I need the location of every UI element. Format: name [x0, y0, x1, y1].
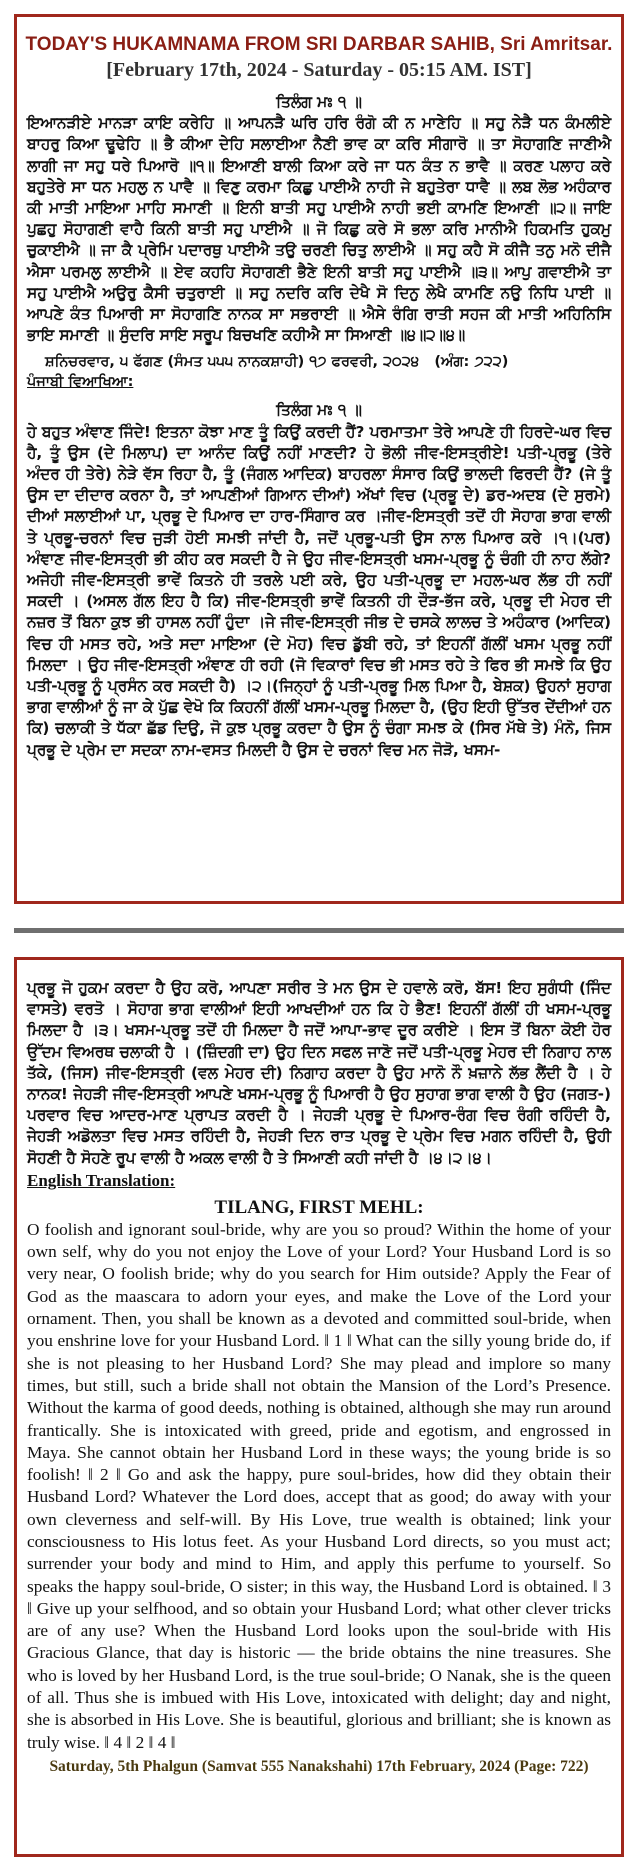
vyakhya-text-part1: ਹੇ ਬਹੁਤ ਅੰਞਾਣ ਜਿੰਦੇ! ਇਤਨਾ ਕੋਝਾ ਮਾਣ ਤੂੰ ਕਿਉਂ ਕਰਦੀ ਹੈਂ? ਪਰਮਾਤਮਾ ਤੇਰੇ ਆਪਣੇ ਹੀ ਹਿਰਦੇ-ਘਰ ਵਿਚ ਹੈ, ਤੂੰ ਉਸ (ਦੇ ਮਿਲਾਪ) ਦਾ ਆਨੰਦ ਕਿਉਂ ਨਹੀਂ ਮਾਣਦੀ? ਹੇ ਭੋਲੀ ਜੀਵ-ਇਸਤ੍ਰੀਏ! ਪਤੀ-ਪ੍ਰਭੂ (ਤੇਰੇ ਅੰਦਰ ਹੀ ਤੇਰੇ) ਨੇੜੇ ਵੱਸ ਰਿਹਾ ਹੈ, ਤੂੰ (ਜੰਗਲ ਆਦਿਕ) ਬਾਹਰਲਾ ਸੰਸਾਰ ਕਿਉਂ ਭਾਲਦੀ ਫਿਰਦੀ ਹੈਂ? (ਜੇ ਤੂੰ ਉਸ ਦਾ ਦੀਦਾਰ ਕਰਨਾ ਹੈ, ਤਾਂ ਆਪਣੀਆਂ ਗਿਆਨ ਦੀਆਂ) ਅੱਖਾਂ ਵਿਚ (ਪ੍ਰਭੂ ਦੇ) ਡਰ-ਅਦਬ (ਦੇ ਸੁਰਮੇ) ਦੀਆਂ ਸਲਾਈਆਂ ਪਾ, ਪ੍ਰਭੂ ਦੇ ਪਿਆਰ ਦਾ ਹਾਰ-ਸਿੰਗਾਰ ਕਰ ।ਜੀਵ-ਇਸਤ੍ਰੀ ਤਦੋਂ ਹੀ ਸੋਹਾਗ ਭਾਗ ਵਾਲੀ ਤੇ ਪ੍ਰਭੂ-ਚਰਨਾਂ ਵਿਚ ਜੁੜੀ ਹੋਈ ਸਮਝੀ ਜਾਂਦੀ ਹੈ, ਜਦੋਂ ਪ੍ਰਭੂ-ਪਤੀ ਉਸ ਨਾਲ ਪਿਆਰ ਕਰੇ ।੧।(ਪਰ) ਅੰਞਾਣ ਜੀਵ-ਇਸਤ੍ਰੀ ਭੀ ਕੀਹ ਕਰ ਸਕਦੀ ਹੈ ਜੇ ਉਹ ਜੀਵ-ਇਸਤ੍ਰੀ ਖਸਮ-ਪ੍ਰਭੂ ਨੂੰ ਚੰਗੀ ਹੀ ਨਾਹ ਲੱਗੇ? ਅਜੇਹੀ ਜੀਵ-ਇਸਤ੍ਰੀ ਭਾਵੇਂ ਕਿਤਨੇ ਹੀ ਤਰਲੇ ਪਈ ਕਰੇ, ਉਹ ਪਤੀ-ਪ੍ਰਭੂ ਦਾ ਮਹਲ-ਘਰ ਲੱਭ ਹੀ ਨਹੀਂ ਸਕਦੀ । (ਅਸਲ ਗੱਲ ਇਹ ਹੈ ਕਿ) ਜੀਵ-ਇਸਤ੍ਰੀ ਭਾਵੇਂ ਕਿਤਨੀ ਹੀ ਦੌੜ-ਭੱਜ ਕਰੇ, ਪ੍ਰਭੂ ਦੀ ਮੇਹਰ ਦੀ ਨਜ਼ਰ ਤੋਂ ਬਿਨਾ ਕੁਝ ਭੀ ਹਾਸਲ ਨਹੀਂ ਹੁੰਦਾ ।ਜੇ ਜੀਵ-ਇਸਤ੍ਰੀ ਜੀਭ ਦੇ ਚਸਕੇ ਲਾਲਚ ਤੇ ਅਹੰਕਾਰ (ਆਦਿਕ) ਵਿਚ ਹੀ ਮਸਤ ਰਹੇ, ਅਤੇ ਸਦਾ ਮਾਇਆ (ਦੇ ਮੋਹ) ਵਿਚ ਡੁੱਬੀ ਰਹੇ, ਤਾਂ ਇਹਨੀਂ ਗੱਲੀਂ ਖਸਮ ਪ੍ਰਭੂ ਨਹੀਂ ਮਿਲਦਾ । ਉਹ ਜੀਵ-ਇਸਤ੍ਰੀ ਅੰਞਾਣ ਹੀ ਰਹੀ (ਜੋ ਵਿਕਾਰਾਂ ਵਿਚ ਭੀ ਮਸਤ ਰਹੇ ਤੇ ਫਿਰ ਭੀ ਸਮਝੇ ਕਿ ਉਹ ਪਤੀ-ਪ੍ਰਭੂ ਨੂੰ ਪ੍ਰਸੰਨ ਕਰ ਸਕਦੀ ਹੈ) ।੨।(ਜਿਨ੍ਹਾਂ ਨੂੰ ਪਤੀ-ਪ੍ਰਭੂ ਮਿਲ ਪਿਆ ਹੈ, ਬੇਸ਼ਕ) ਉਹਨਾਂ ਸੁਹਾਗ ਭਾਗ ਵਾਲੀਆਂ ਨੂੰ ਜਾ ਕੇ ਪੁੱਛ ਵੇਖੋ ਕਿ ਕਿਹਨੀਂ ਗੱਲੀਂ ਖਸਮ-ਪ੍ਰਭੂ ਮਿਲਦਾ ਹੈ, (ਉਹ ਇਹੀ ਉੱਤਰ ਦੇਂਦੀਆਂ ਹਨ ਕਿ) ਚਲਾਕੀ ਤੇ ਧੱਕਾ ਛੱਡ ਦਿਉ, ਜੋ ਕੁਝ ਪ੍ਰਭੂ ਕਰਦਾ ਹੈ ਉਸ ਨੂੰ ਚੰਗਾ ਸਮਝ ਕੇ (ਸਿਰ ਮੱਥੇ ਤੇ) ਮੰਨੋ, ਜਿਸ ਪ੍ਰਭੂ ਦੇ ਪ੍ਰੇਮ ਦਾ ਸਦਕਾ ਨਾਮ-ਵਸਤ ਮਿਲਦੀ ਹੈ ਉਸ ਦੇ ਚਰਨਾਂ ਵਿਚ ਮਨ ਜੋੜੋ, ਖਸਮ- [27, 422, 611, 759]
section-divider [14, 928, 624, 933]
hukamnama-panel-bottom [14, 957, 624, 1857]
date-line: [February 17th, 2024 - Saturday - 05:15 AM. IST] [106, 59, 532, 81]
hukamnama-panel-top [14, 14, 624, 904]
gurbani-text: ਇਆਨੜੀਏ ਮਾਨੜਾ ਕਾਇ ਕਰੇਹਿ ॥ ਆਪਨੜੈ ਘਰਿ ਹਰਿ ਰੰਗੋ ਕੀ ਨ ਮਾਣੇਹਿ ॥ ਸਹੁ ਨੇੜੈ ਧਨ ਕੰਮਲੀਏ ਬਾਹਰੁ ਕਿਆ ਢੂਢੇਹਿ ॥ ਭੈ ਕੀਆ ਦੇਹਿ ਸਲਾਈਆ ਨੈਣੀ ਭਾਵ ਕਾ ਕਰਿ ਸੀਗਾਰੋ ॥ ਤਾ ਸੋਹਾਗਣਿ ਜਾਣੀਐ ਲਾਗੀ ਜਾ ਸਹੁ ਧਰੇ ਪਿਆਰੋ ॥੧॥ ਇਆਣੀ ਬਾਲੀ ਕਿਆ ਕਰੇ ਜਾ ਧਨ ਕੰਤ ਨ ਭਾਵੈ ॥ ਕਰਣ ਪਲਾਹ ਕਰੇ ਬਹੁਤੇਰੇ ਸਾ ਧਨ ਮਹਲੁ ਨ ਪਾਵੈ ॥ ਵਿਣੁ ਕਰਮਾ ਕਿਛੁ ਪਾਈਐ ਨਾਹੀ ਜੇ ਬਹੁਤੇਰਾ ਧਾਵੈ ॥ ਲਬ ਲੋਭ ਅਹੰਕਾਰ ਕੀ ਮਾਤੀ ਮਾਇਆ ਮਾਹਿ ਸਮਾਣੀ ॥ ਇਨੀ ਬਾਤੀ ਸਹੁ ਪਾਈਐ ਨਾਹੀ ਭਈ ਕਾਮਣਿ ਇਆਣੀ ॥੨॥ ਜਾਇ ਪੁਛਹੁ ਸੋਹਾਗਣੀ ਵਾਹੈ ਕਿਨੀ ਬਾਤੀ ਸਹੁ ਪਾਈਐ ॥ ਜੋ ਕਿਛੁ ਕਰੇ ਸੋ ਭਲਾ ਕਰਿ ਮਾਨੀਐ ਹਿਕਮਤਿ ਹੁਕਮੁ ਚੁਕਾਈਐ ॥ ਜਾ ਕੈ ਪ੍ਰੇਮਿ ਪਦਾਰਥੁ ਪਾਈਐ ਤਉ ਚਰਣੀ ਚਿਤੁ ਲਾਈਐ ॥ ਸਹੁ ਕਹੈ ਸੋ ਕੀਜੈ ਤਨੁ ਮਨੋ ਦੀਜੈ ਐਸਾ ਪਰਮਲੁ ਲਾਈਐ ॥ ਏਵ ਕਹਹਿ ਸੋਹਾਗਣੀ ਭੈਣੇ ਇਨੀ ਬਾਤੀ ਸਹੁ ਪਾਈਐ ॥੩॥ ਆਪੁ ਗਵਾਈਐ ਤਾ ਸਹੁ ਪਾਈਐ ਅਉਰੁ ਕੈਸੀ ਚਤੁਰਾਈ ॥ ਸਹੁ ਨਦਰਿ ਕਰਿ ਦੇਖੈ ਸੋ ਦਿਨੁ ਲੇਖੈ ਕਾਮਣਿ ਨਉ ਨਿਧਿ ਪਾਈ ॥ ਆਪਣੇ ਕੰਤ ਪਿਆਰੀ ਸਾ ਸੋਹਾਗਣਿ ਨਾਨਕ ਸਾ ਸਭਰਾਈ ॥ ਐਸੇ ਰੰਗਿ ਰਾਤੀ ਸਹਜ ਕੀ ਮਾਤੀ ਅਹਿਨਿਸਿ ਭਾਇ ਸਮਾਣੀ ॥ ਸੁੰਦਰਿ ਸਾਇ ਸਰੂਪ ਬਿਚਖਣਿ ਕਹੀਐ ਸਾ ਸਿਆਣੀ ॥੪॥੨॥੪॥ [27, 114, 611, 345]
punjabi-vyakhya-label: ਪੰਜਾਬੀ ਵਿਆਖਿਆ: [27, 374, 134, 391]
english-translation-label: English Translation: [27, 1170, 176, 1190]
footer-date: Saturday, 5th Phalgun (Samvat 555 Nanakshahi) 17th February, 2024 (Page: 722) [49, 1757, 589, 1775]
english-translation-text: O foolish and ignorant soul-bride, why are you so proud? Within the home of your own self, why do you not enjoy the Love of your Lord? Your Husband Lord is so very near, O foolish bride; why do you search for Him outside? Apply the Fear of God as the maascara to adorn your eyes, and make the Love of the Lord your ornament. Then, you shall be known as a devoted and committed soul-bride, when you enshrine love for your Husband Lord. ‖ 1 ‖ What can the silly young bride do, if she is not pleasing to her Husband Lord? She may plead and implore so many times, but still, such a bride shall not obtain the Mansion of the Lord’s Presence. Without the karma of good deeds, nothing is obtained, although she may run around frantically. She is intoxicated with greed, pride and egotism, and engrossed in Maya. She cannot obtain her Husband Lord in these ways; the young bride is so foolish! ‖ 2 ‖ Go and ask the happy, pure soul-brides, how did they obtain their Husband Lord? Whatever the Lord does, accept that as good; do away with your own cleverness and self-will. By His Love, true wealth is obtained; link your consciousness to His lotus feet. As your Husband Lord directs, so you must act; surrender your body and mind to Him, and apply this perfume to yourself. So speaks the happy soul-bride, O sister; in this way, the Husband Lord is obtained. ‖ 3 ‖ Give up your selfhood, and so obtain your Husband Lord; what other clever tricks are of any use? When the Husband Lord looks upon the soul-bride with His Gracious Glance, that day is historic — the bride obtains the nine treasures. She who is loved by her Husband Lord, is the true soul-bride; O Nanak, she is the queen of all. Thus she is imbued with His Love, intoxicated with delight; day and night, she is absorbed in His Love. She is beautiful, glorious and brilliant; she is known as truly wise. ‖ 4 ‖ 2 ‖ 4 ‖ [27, 1219, 611, 1752]
vyakhya-heading: ਤਿਲੰਗ ਮਃ ੧ ॥ [276, 401, 362, 420]
page-title: TODAY'S HUKAMNAMA FROM SRI DARBAR SAHIB, Sri Amritsar. [25, 34, 613, 55]
punjabi-date [17, 352, 621, 372]
ang-number: (ਅੰਗ: ੭੨੨) [434, 354, 509, 371]
english-title: TILANG, FIRST MEHL: [214, 1196, 424, 1218]
punjabi-date-text: ਸ਼ਨਿਚਰਵਾਰ, ੫ ਫੱਗਣ (ਸੰਮਤ ੫੫੫ ਨਾਨਕਸ਼ਾਹੀ) ੧੭ ਫਰਵਰੀ, ੨੦੨੪ [45, 354, 420, 371]
gurbani-heading: ਤਿਲੰਗ ਮਃ ੧ ॥ [276, 93, 362, 111]
vyakhya-text-part2: ਪ੍ਰਭੂ ਜੋ ਹੁਕਮ ਕਰਦਾ ਹੈ ਉਹ ਕਰੋ, ਆਪਣਾ ਸਰੀਰ ਤੇ ਮਨ ਉਸ ਦੇ ਹਵਾਲੇ ਕਰੋ, ਬੱਸ! ਇਹ ਸੁਗੰਧੀ (ਜਿੰਦ ਵਾਸਤੇ) ਵਰਤੋ । ਸੋਹਾਗ ਭਾਗ ਵਾਲੀਆਂ ਇਹੀ ਆਖਦੀਆਂ ਹਨ ਕਿ ਹੇ ਭੈਣ! ਇਹਨੀਂ ਗੱਲੀਂ ਹੀ ਖਸਮ-ਪ੍ਰਭੂ ਮਿਲਦਾ ਹੈ ।੩। ਖਸਮ-ਪ੍ਰਭੂ ਤਦੋਂ ਹੀ ਮਿਲਦਾ ਹੈ ਜਦੋਂ ਆਪਾ-ਭਾਵ ਦੂਰ ਕਰੀਏ । ਇਸ ਤੋਂ ਬਿਨਾ ਕੋਈ ਹੋਰ ਉੱਦਮ ਵਿਅਰਥ ਚਲਾਕੀ ਹੈ । (ਜ਼ਿੰਦਗੀ ਦਾ) ਉਹ ਦਿਨ ਸਫਲ ਜਾਣੋ ਜਦੋਂ ਪਤੀ-ਪ੍ਰਭੂ ਮੇਹਰ ਦੀ ਨਿਗਾਹ ਨਾਲ ਤੱਕੇ, (ਜਿਸ) ਜੀਵ-ਇਸਤ੍ਰੀ (ਵਲ ਮੇਹਰ ਦੀ) ਨਿਗਾਹ ਕਰਦਾ ਹੈ ਉਹ ਮਾਨੋ ਨੌ ਖ਼ਜ਼ਾਨੇ ਲੱਭ ਲੈਂਦੀ ਹੈ । ਹੇ ਨਾਨਕ! ਜੇਹੜੀ ਜੀਵ-ਇਸਤ੍ਰੀ ਆਪਣੇ ਖਸਮ-ਪ੍ਰਭੂ ਨੂੰ ਪਿਆਰੀ ਹੈ ਉਹ ਸੁਹਾਗ ਭਾਗ ਵਾਲੀ ਹੈ ਉਹ (ਜਗਤ-) ਪਰਵਾਰ ਵਿਚ ਆਦਰ-ਮਾਣ ਪ੍ਰਾਪਤ ਕਰਦੀ ਹੈ । ਜੇਹੜੀ ਪ੍ਰਭੂ ਦੇ ਪਿਆਰ-ਰੰਗ ਵਿਚ ਰੰਗੀ ਰਹਿੰਦੀ ਹੈ, ਜੇਹੜੀ ਅਡੋਲਤਾ ਵਿਚ ਮਸਤ ਰਹਿੰਦੀ ਹੈ, ਜੇਹੜੀ ਦਿਨ ਰਾਤ ਪ੍ਰਭੂ ਦੇ ਪ੍ਰੇਮ ਵਿਚ ਮਗਨ ਰਹਿੰਦੀ ਹੈ, ਉਹੀ ਸੋਹਣੀ ਹੈ ਸੋਹਣੇ ਰੂਪ ਵਾਲੀ ਹੈ ਅਕਲ ਵਾਲੀ ਹੈ ਤੇ ਸਿਆਣੀ ਕਹੀ ਜਾਂਦੀ ਹੈ ।੪।੨।੪। [27, 979, 611, 1167]
